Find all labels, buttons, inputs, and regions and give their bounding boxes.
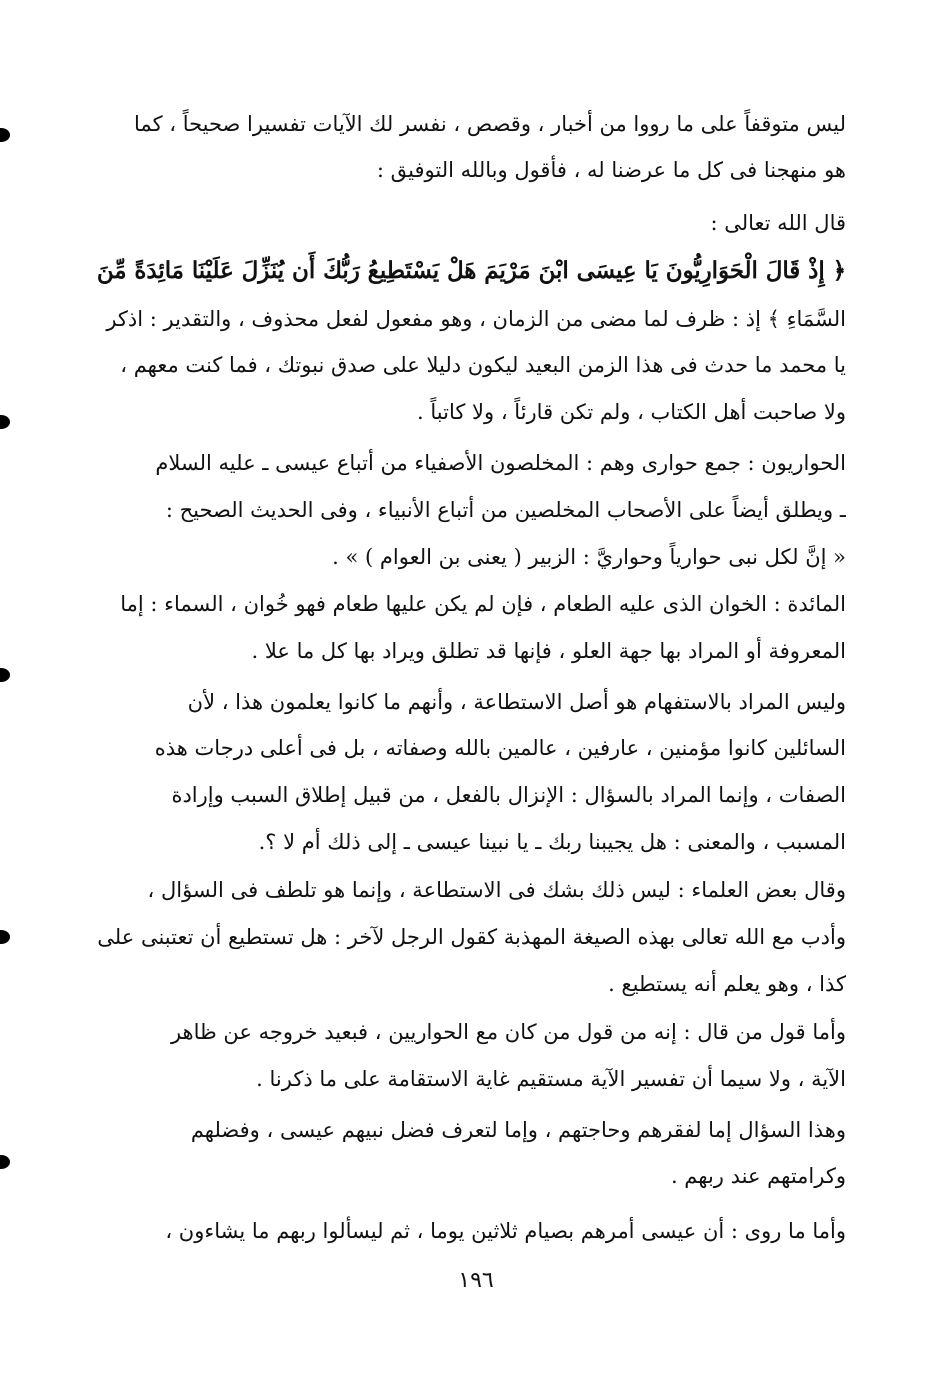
text-line: الصفات ، وإنما المراد بالسؤال : الإنزال بالفعل ، من قبيل إطلاق السبب وإرادة [171,783,846,807]
text-line: ليس متوقفاً على ما رووا من أخبار ، وقصص ، نفسر لك الآيات تفسيرا صحيحاً ، كما [134,112,846,136]
binding-hole-mark [0,128,10,142]
text-line: السَّمَاءِ ﴾ إذ : ظرف لما مضى من الزمان ، وهو مفعول لفعل محذوف ، والتقدير : اذكر [106,307,846,331]
text-line: الحواريون : جمع حوارى وهم : المخلصون الأصفياء من أتباع عيسى ـ عليه السلام [155,451,846,475]
text-line: هو منهجنا فى كل ما عرضنا له ، فأقول وبالله التوفيق : [376,158,846,182]
binding-hole-mark [0,930,10,944]
text-line: يا محمد ما حدث فى هذا الزمن البعيد ليكون دليلا على صدق نبوتك ، فما كنت معهم ، [120,353,846,377]
text-line: السائلين كانوا مؤمنين ، عارفين ، عالمين بالله وصفاته ، بل فى أعلى درجات هذه [154,736,846,760]
text-line: وهذا السؤال إما لفقرهم وحاجتهم ، وإما لتعرف فضل نبيهم عيسى ، وفضلهم [190,1118,846,1142]
text-line: « إنَّ لكل نبى حوارياً وحواريَّ : الزبير ( يعنى بن العوام ) » . [332,545,846,569]
text-line: كذا ، وهو يعلم أنه يستطيع . [608,972,846,996]
text-line: ولا صاحبت أهل الكتاب ، ولم تكن قارئاً ، ولا كاتباً . [417,400,846,424]
text-line: ـ ويطلق أيضاً على الأصحاب المخلصين من أتباع الأنبياء ، وفى الحديث الصحيح : [165,498,846,522]
text-line: وأما ما روى : أن عيسى أمرهم بصيام ثلاثين يوما ، ثم ليسألوا ربهم ما يشاءون ، [165,1219,846,1243]
binding-hole-mark [0,415,10,429]
text-line: وكرامتهم عند ربهم . [670,1164,846,1188]
binding-hole-mark [0,1155,10,1169]
text-line: الآية ، ولا سيما أن تفسير الآية مستقيم غاية الاستقامة على ما ذكرنا . [256,1067,846,1091]
text-line: المعروفة أو المراد بها جهة العلو ، فإنها قد تطلق ويراد بها كل ما علا . [251,639,846,663]
page-number: ١٩٦ [458,1268,494,1293]
text-line: المسبب ، والمعنى : هل يجيبنا ربك ـ يا نبينا عيسى ـ إلى ذلك أم لا ؟. [258,830,846,854]
text-line: قال الله تعالى : [710,211,846,235]
text-line: المائدة : الخوان الذى عليه الطعام ، فإن لم يكن عليها طعام فهو خُوان ، السماء : إما [120,592,846,616]
binding-hole-mark [0,668,10,682]
quran-verse-line: ﴿ إِذْ قَالَ الْحَوَارِيُّونَ يَا عِيسَى ابْنَ مَرْيَمَ هَلْ يَسْتَطِيعُ رَبُّكَ أَن يُنَزِّلَ عَلَيْنَا مَائِدَةً مِّنَ [96,258,846,284]
text-line: وأما قول من قال : إنه من قول من كان مع الحواريين ، فبعيد خروجه عن ظاهر [170,1020,846,1044]
text-line: وأدب مع الله تعالى بهذه الصيغة المهذبة كقول الرجل لآخر : هل تستطيع أن تعتبنى على [97,925,846,949]
text-line: وقال بعض العلماء : ليس ذلك بشك فى الاستطاعة ، وإنما هو تلطف فى السؤال ، [147,878,846,902]
text-line: وليس المراد بالاستفهام هو أصل الاستطاعة ، وأنهم ما كانوا يعلمون هذا ، لأن [187,690,846,714]
